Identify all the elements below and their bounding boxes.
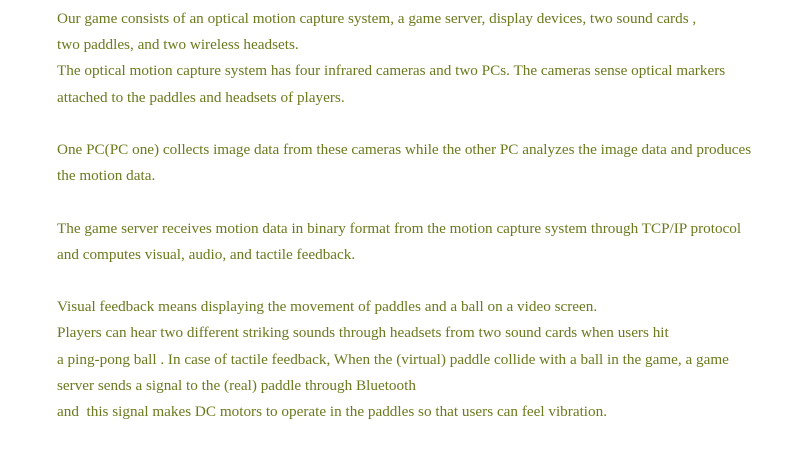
text-line: Our game consists of an optical motion capture system, a game server, display devices, two sound cards , [57, 10, 697, 27]
paragraph-2 [57, 137, 780, 189]
text-line: and computes visual, audio, and tactile feedback. [57, 245, 356, 263]
paragraph-1 [57, 6, 780, 111]
paragraph-spacer [57, 111, 780, 137]
text-line: server sends a signal to the (real) paddle through Bluetooth [57, 376, 416, 394]
text-line: attached to the paddles and headsets of players. [57, 88, 345, 106]
paragraph-spacer [57, 268, 780, 294]
text-line: The game server receives motion data in binary format from the motion capture system through TCP/IP protocol [57, 219, 742, 237]
text-line: Visual feedback means displaying the movement of paddles and a ball on a video screen. [57, 298, 598, 316]
document-body [57, 6, 780, 425]
text-line: Players can hear two different striking sounds through headsets from two sound cards when users hit [57, 324, 669, 342]
text-line: The optical motion capture system has four infrared cameras and two PCs. The cameras sense optical markers [57, 62, 726, 80]
text-line: One PC(PC one) collects image data from these cameras while the other PC analyzes the image data and produces [57, 141, 752, 158]
paragraph-4 [57, 294, 780, 425]
text-line: and this signal makes DC motors to operate in the paddles so that users can feel vibration. [57, 403, 607, 420]
text-line: two paddles, and two wireless headsets. [57, 36, 299, 54]
paragraph-3 [57, 216, 780, 268]
text-line: the motion data. [57, 167, 156, 185]
text-line: a ping-pong ball . In case of tactile feedback, When the (virtual) paddle collide with a ball in the game, a game [57, 350, 729, 368]
paragraph-spacer [57, 189, 780, 215]
